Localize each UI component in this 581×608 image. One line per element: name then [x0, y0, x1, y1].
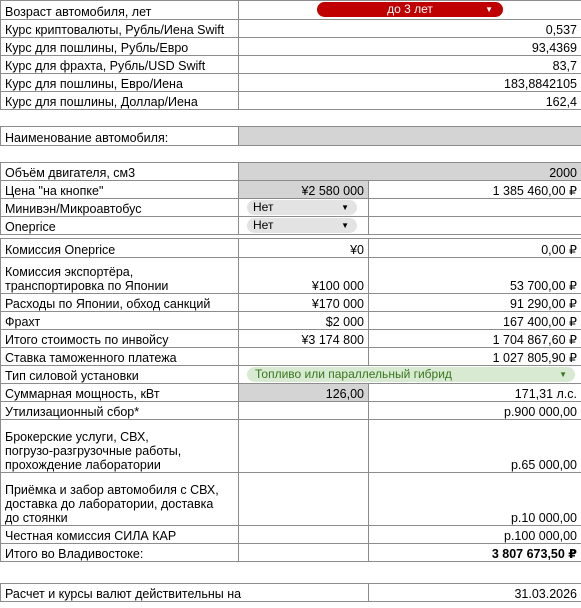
row-customs-rate — [1, 348, 581, 366]
label-rate-usd-yen: Курс для пошлины, Доллар/Иена — [1, 92, 239, 110]
value-rate-freight[interactable]: 83,7 — [239, 56, 581, 74]
label-total: Итого во Владивостоке: — [1, 544, 239, 562]
oneprice-fee-yen: ¥0 — [239, 239, 369, 258]
label-broker: Брокерские услуги, СВХ, погрузо-разгрузочные работы, прохождение лаборатории — [1, 420, 239, 473]
row-rate-crypto — [1, 20, 581, 38]
label-rate-eur-yen: Курс для пошлины, Евро/Иена — [1, 74, 239, 92]
spacer-row — [1, 562, 581, 584]
engine-type-value: Топливо или параллельный гибрид — [255, 367, 452, 381]
label-rate-rub-eur: Курс для пошлины, Рубль/Евро — [1, 38, 239, 56]
label-invoice-total: Итого стоимость по инвойсу — [1, 330, 239, 348]
minivan-dropdown[interactable] — [247, 200, 357, 215]
broker-value[interactable]: р.65 000,00 — [369, 420, 581, 473]
spacer-row — [1, 146, 581, 163]
date-value[interactable]: 31.03.2026 — [369, 584, 581, 602]
row-car-name — [1, 127, 581, 146]
row-sila-fee — [1, 526, 581, 544]
label-car-age: Возраст автомобиля, лет — [1, 1, 239, 20]
value-rate-usd-yen[interactable]: 162,4 — [239, 92, 581, 110]
label-rate-freight: Курс для фрахта, Рубль/USD Swift — [1, 56, 239, 74]
label-price: Цена "на кнопке" — [1, 181, 239, 199]
engine-volume-input[interactable]: 2000 — [239, 163, 581, 181]
price-rub-value: 1 385 460,00 ₽ — [369, 181, 581, 199]
row-car-age — [1, 1, 581, 20]
power-kw-input[interactable]: 126,00 — [239, 384, 369, 402]
sila-fee-value[interactable]: р.100 000,00 — [369, 526, 581, 544]
engine-type-dropdown[interactable] — [247, 367, 575, 382]
value-rate-rub-eur[interactable]: 93,4369 — [239, 38, 581, 56]
row-oneprice — [1, 217, 581, 235]
util-fee-value: р.900 000,00 — [369, 402, 581, 420]
label-customs-rate: Ставка таможенного платежа — [1, 348, 239, 366]
row-date — [1, 584, 581, 602]
row-exporter-fee — [1, 258, 581, 294]
label-oneprice: Oneprice — [1, 217, 239, 235]
row-rate-usd-yen — [1, 92, 581, 110]
label-car-name: Наименование автомобиля: — [1, 127, 239, 146]
row-oneprice-fee — [1, 239, 581, 258]
row-util-fee — [1, 402, 581, 420]
car-name-input[interactable] — [239, 127, 581, 146]
row-japan-costs — [1, 294, 581, 312]
label-engine-volume: Объём двигателя, см3 — [1, 163, 239, 181]
label-pickup: Приёмка и забор автомобиля с СВХ, доставка до лаборатории, доставка до стоянки — [1, 473, 239, 526]
label-util-fee: Утилизационный сбор* — [1, 402, 239, 420]
japan-costs-rub: 91 290,00 ₽ — [369, 294, 581, 312]
label-freight: Фрахт — [1, 312, 239, 330]
pickup-value[interactable]: р.10 000,00 — [369, 473, 581, 526]
oneprice-value: Нет — [253, 218, 274, 232]
row-rate-rub-eur — [1, 38, 581, 56]
invoice-total-rub: 1 704 867,60 ₽ — [369, 330, 581, 348]
label-engine-type: Тип силовой установки — [1, 366, 239, 384]
row-price — [1, 181, 581, 199]
row-invoice-total — [1, 330, 581, 348]
label-oneprice-fee: Комиссия Oneprice — [1, 239, 239, 258]
spacer-row — [1, 110, 581, 127]
value-rate-crypto[interactable]: 0,537 — [239, 20, 581, 38]
row-total — [1, 544, 581, 562]
row-engine-type — [1, 366, 581, 384]
price-yen-input[interactable]: ¥2 580 000 — [239, 181, 369, 199]
car-age-dropdown[interactable] — [317, 2, 503, 17]
label-power: Суммарная мощность, кВт — [1, 384, 239, 402]
minivan-value: Нет — [253, 200, 274, 214]
power-hp-value: 171,31 л.с. — [369, 384, 581, 402]
car-age-value: до 3 лет — [387, 2, 433, 16]
row-pickup — [1, 473, 581, 526]
label-minivan: Минивэн/Микроавтобус — [1, 199, 239, 217]
invoice-total-yen: ¥3 174 800 — [239, 330, 369, 348]
chevron-down-icon: ▼ — [485, 5, 493, 14]
row-engine-volume — [1, 163, 581, 181]
oneprice-dropdown[interactable] — [247, 218, 357, 233]
oneprice-fee-rub: 0,00 ₽ — [369, 239, 581, 258]
label-rate-crypto: Курс криптовалюты, Рубль/Иена Swift — [1, 20, 239, 38]
exporter-fee-yen[interactable]: ¥100 000 — [239, 258, 369, 294]
label-date: Расчет и курсы валют действительны на — [1, 584, 369, 602]
freight-rub: 167 400,00 ₽ — [369, 312, 581, 330]
row-rate-freight — [1, 56, 581, 74]
exporter-fee-rub: 53 700,00 ₽ — [369, 258, 581, 294]
row-freight — [1, 312, 581, 330]
customs-rate-rub: 1 027 805,90 ₽ — [369, 348, 581, 366]
chevron-down-icon: ▼ — [559, 370, 567, 379]
japan-costs-yen[interactable]: ¥170 000 — [239, 294, 369, 312]
total-value: 3 807 673,50 ₽ — [369, 544, 581, 562]
row-power — [1, 384, 581, 402]
freight-usd[interactable]: $2 000 — [239, 312, 369, 330]
label-exporter-fee: Комиссия экспортёра, транспортировка по Японии — [1, 258, 239, 294]
row-minivan — [1, 199, 581, 217]
chevron-down-icon: ▼ — [341, 221, 349, 230]
row-broker — [1, 420, 581, 473]
label-sila-fee: Честная комиссия СИЛА КАР — [1, 526, 239, 544]
row-rate-eur-yen — [1, 74, 581, 92]
chevron-down-icon: ▼ — [341, 203, 349, 212]
value-rate-eur-yen[interactable]: 183,8842105 — [239, 74, 581, 92]
label-japan-costs: Расходы по Японии, обход санкций — [1, 294, 239, 312]
